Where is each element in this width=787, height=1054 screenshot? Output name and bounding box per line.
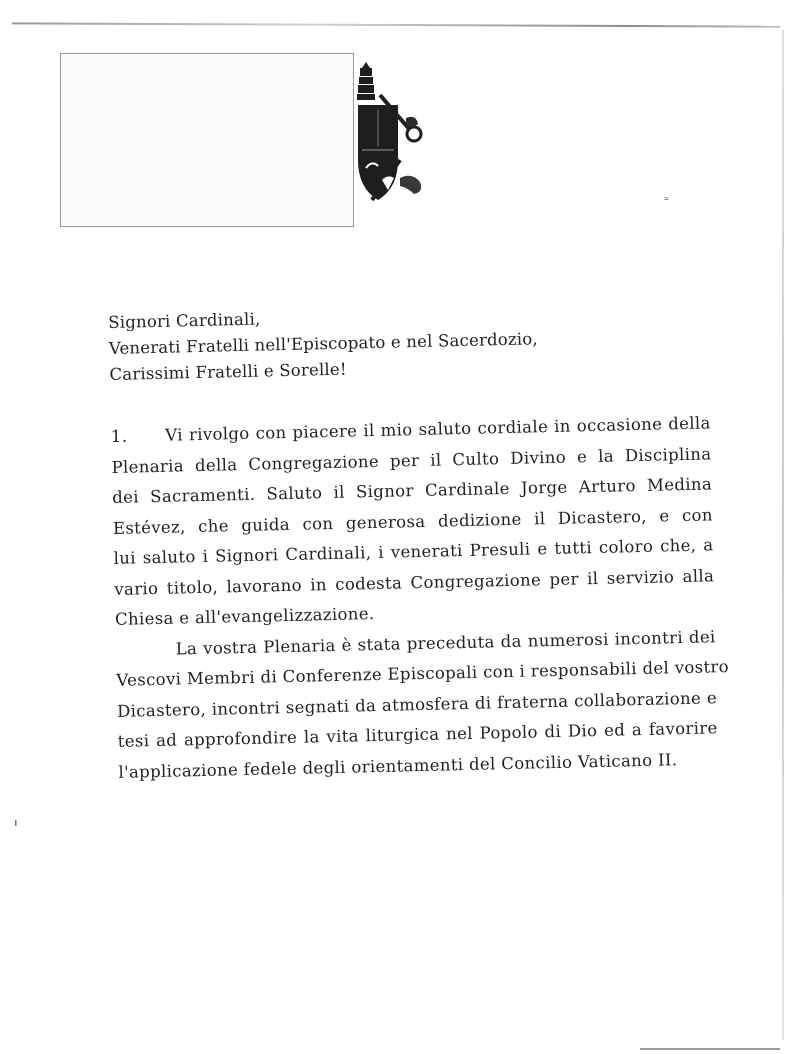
paragraph-line: Vescovi Membri di Conferenze Episcopali con i responsabili del vostro (116, 657, 730, 690)
scan-edge-top (12, 22, 780, 27)
scan-mark: = (664, 194, 668, 203)
paragraph-line: Chiesa e all'evangelizzazione. (114, 604, 375, 629)
scan-edge-right (782, 30, 784, 1040)
paragraph-1 (111, 408, 716, 635)
letter-body (108, 296, 730, 787)
blank-header-box (60, 53, 354, 227)
paragraph-line: vario titolo, lavorano in codesta Congregazione per il servizio alla (114, 565, 715, 599)
paragraph-line: dei Sacramenti. Saluto il Signor Cardinale Jorge Arturo Medina (112, 474, 713, 507)
scan-specks (14, 820, 18, 1020)
scan-edge-bottom (640, 1048, 780, 1050)
papal-coat-of-arms-icon (352, 60, 442, 210)
paragraph-number: 1. (110, 426, 128, 446)
paragraph-line: Plenaria della Congregazione per il Culto Divino e la Disciplina (111, 443, 712, 477)
paragraph-line: tesi ad approfondire la vita liturgica nel Popolo di Dio ed a favorire (117, 718, 718, 751)
paragraph-2 (115, 622, 730, 788)
paragraph-line: l'applicazione fedele degli orientamenti del Concilio Vaticano II. (118, 749, 678, 782)
salutation-line: Venerati Fratelli nell'Episcopato e nel Sacerdozio, (108, 329, 539, 358)
salutation-line: Signori Cardinali, (108, 309, 261, 332)
paragraph-line: La vostra Plenaria è stata preceduta da numerosi incontri dei (175, 626, 716, 659)
paragraph-text: Vi rivolgo con piacere il mio saluto cordiale in occasione della (165, 413, 711, 445)
salutation (108, 296, 710, 388)
salutation-line: Carissimi Fratelli e Sorelle! (109, 359, 347, 384)
paragraph-line: Dicastero, incontri segnati da atmosfera di fraterna collaborazione e (116, 687, 718, 721)
paragraph-line: Estévez, che guida con generosa dedizione il Dicastero, e con (112, 504, 714, 538)
paragraph-line: lui saluto i Signori Cardinali, i venerati Presuli e tutti coloro che, a (113, 535, 714, 568)
